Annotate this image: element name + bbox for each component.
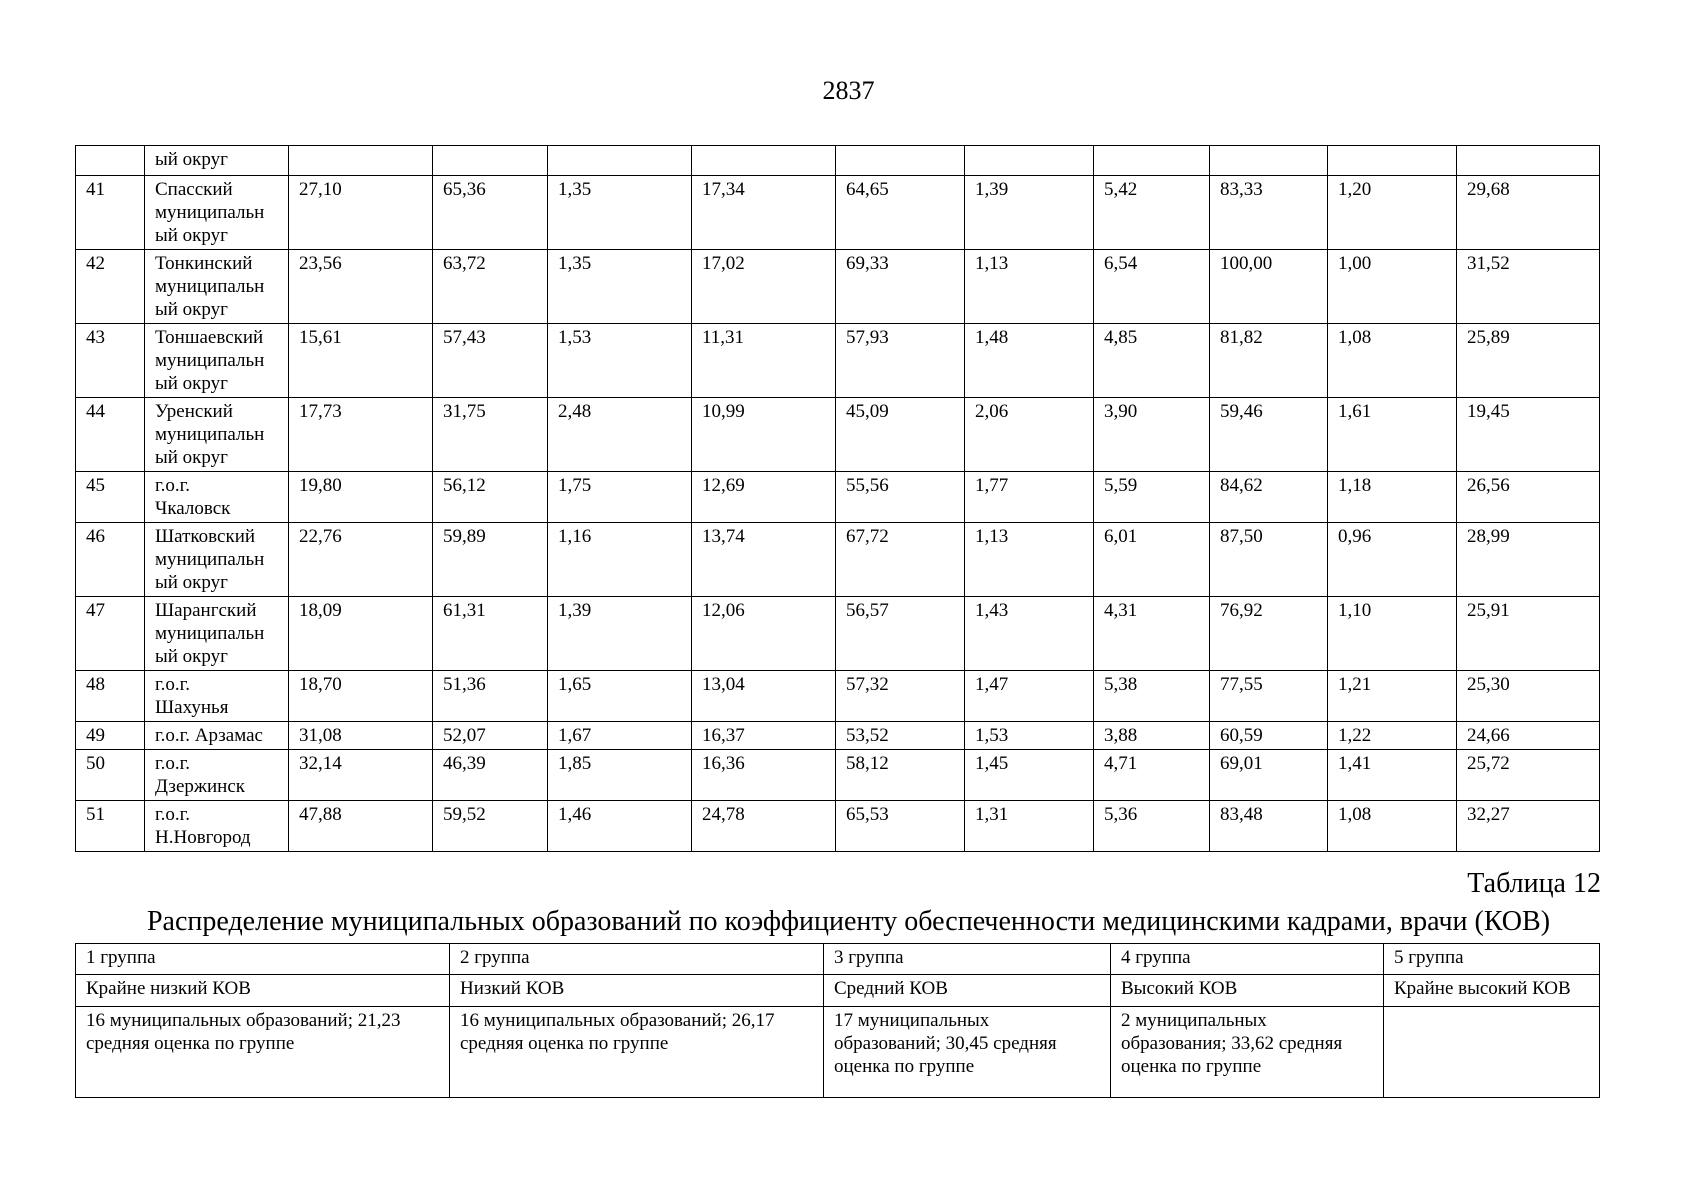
value-cell: 51,36: [433, 671, 548, 722]
value-cell: 57,43: [433, 324, 548, 398]
name-cell: ый округ: [145, 146, 289, 176]
name-line: ый округ: [155, 373, 228, 394]
name-line: муниципальн: [155, 350, 265, 371]
table-row: [76, 324, 1600, 398]
name-line: Тонкинский: [155, 253, 253, 274]
name-line: г.о.г.: [155, 674, 191, 695]
row-number-cell: 46: [76, 523, 145, 597]
group-distribution-table: [75, 943, 1600, 1098]
group-description-cell: [450, 1007, 824, 1098]
value-cell: 59,52: [433, 801, 548, 852]
value-cell: 57,32: [836, 671, 965, 722]
municipal-data-table: [75, 145, 1600, 852]
value-cell: 13,74: [692, 523, 836, 597]
table-row: [76, 523, 1600, 597]
value-cell: 76,92: [1210, 597, 1328, 671]
value-cell: 18,09: [289, 597, 433, 671]
value-cell: 1,53: [548, 324, 692, 398]
value-cell: 47,88: [289, 801, 433, 852]
value-cell: 22,76: [289, 523, 433, 597]
value-cell: 17,34: [692, 176, 836, 250]
name-line: Тоншаевский: [155, 327, 264, 348]
value-cell: 31,08: [289, 722, 433, 750]
row-number-cell: 43: [76, 324, 145, 398]
value-cell: 1,35: [548, 250, 692, 324]
name-line: г.о.г.: [155, 804, 191, 825]
name-line: муниципальн: [155, 424, 265, 445]
value-cell: 1,77: [965, 472, 1094, 523]
value-cell: 1,65: [548, 671, 692, 722]
row-number-cell: 50: [76, 750, 145, 801]
table-row: [76, 801, 1600, 852]
level-row: [76, 975, 1600, 1007]
value-cell: 46,39: [433, 750, 548, 801]
level-cell: Высокий КОВ: [1111, 975, 1384, 1007]
value-cell: 56,12: [433, 472, 548, 523]
name-line: ый округ: [155, 299, 228, 320]
description-line: 16 муниципальных образований; 21,23: [86, 1010, 401, 1031]
row-number-cell: 44: [76, 398, 145, 472]
value-cell: 13,04: [692, 671, 836, 722]
value-cell: [836, 146, 965, 176]
value-cell: [692, 146, 836, 176]
page-number: 2837: [822, 76, 875, 105]
value-cell: 5,36: [1094, 801, 1210, 852]
name-line: Дзержинск: [155, 776, 245, 797]
value-cell: 1,08: [1328, 324, 1457, 398]
table-title: Распределение муниципальных образований по коэффициенту обеспеченности медицинскими кадрами, врачи (КОВ): [146, 906, 1551, 937]
value-cell: 32,14: [289, 750, 433, 801]
value-cell: 5,38: [1094, 671, 1210, 722]
value-cell: 69,33: [836, 250, 965, 324]
value-cell: 1,53: [965, 722, 1094, 750]
value-cell: 24,66: [1457, 722, 1600, 750]
table-row: [76, 597, 1600, 671]
value-cell: 31,75: [433, 398, 548, 472]
value-cell: 81,82: [1210, 324, 1328, 398]
value-cell: 1,08: [1328, 801, 1457, 852]
value-cell: [548, 146, 692, 176]
value-cell: 25,72: [1457, 750, 1600, 801]
municipality-name-cell: [145, 597, 289, 671]
table-row: [76, 250, 1600, 324]
value-cell: 18,70: [289, 671, 433, 722]
value-cell: 59,89: [433, 523, 548, 597]
value-cell: 4,85: [1094, 324, 1210, 398]
table-row: [76, 398, 1600, 472]
value-cell: 1,43: [965, 597, 1094, 671]
value-cell: 1,13: [965, 250, 1094, 324]
value-cell: 6,54: [1094, 250, 1210, 324]
value-cell: 15,61: [289, 324, 433, 398]
value-cell: 83,48: [1210, 801, 1328, 852]
row-number-cell: 49: [76, 722, 145, 750]
value-cell: 32,27: [1457, 801, 1600, 852]
name-line: Шарангский: [155, 600, 257, 621]
description-line: образования; 33,62 средняя: [1121, 1033, 1343, 1054]
group-cell: 2 группа: [450, 944, 824, 975]
value-cell: 24,78: [692, 801, 836, 852]
municipality-name-cell: [145, 801, 289, 852]
description-line: оценка по группе: [834, 1056, 975, 1077]
municipality-name-cell: [145, 176, 289, 250]
table-row: [76, 671, 1600, 722]
table-row: [76, 750, 1600, 801]
value-cell: 1,47: [965, 671, 1094, 722]
value-cell: 28,99: [1457, 523, 1600, 597]
value-cell: 11,31: [692, 324, 836, 398]
description-line: средняя оценка по группе: [460, 1033, 669, 1054]
value-cell: 12,69: [692, 472, 836, 523]
value-cell: 55,56: [836, 472, 965, 523]
value-cell: 10,99: [692, 398, 836, 472]
row-number-cell: 51: [76, 801, 145, 852]
table-row: [76, 472, 1600, 523]
value-cell: 1,21: [1328, 671, 1457, 722]
value-cell: 4,31: [1094, 597, 1210, 671]
table-number-label: Таблица 12: [1467, 868, 1601, 899]
value-cell: 1,45: [965, 750, 1094, 801]
value-cell: 65,53: [836, 801, 965, 852]
value-cell: [433, 146, 548, 176]
value-cell: 1,39: [548, 597, 692, 671]
value-cell: 63,72: [433, 250, 548, 324]
value-cell: 2,06: [965, 398, 1094, 472]
value-cell: 25,89: [1457, 324, 1600, 398]
municipality-name-cell: [145, 472, 289, 523]
group-description-cell: [824, 1007, 1111, 1098]
name-line: г.о.г.: [155, 475, 191, 496]
municipality-name-cell: [145, 398, 289, 472]
value-cell: 5,59: [1094, 472, 1210, 523]
table-row: [76, 176, 1600, 250]
name-line: г.о.г.: [155, 753, 191, 774]
value-cell: 59,46: [1210, 398, 1328, 472]
value-cell: [1210, 146, 1328, 176]
name-line: муниципальн: [155, 276, 265, 297]
value-cell: 1,46: [548, 801, 692, 852]
description-line: 2 муниципальных: [1121, 1010, 1267, 1031]
description-line: 17 муниципальных: [834, 1010, 990, 1031]
group-description-cell: [76, 1007, 450, 1098]
value-cell: 19,45: [1457, 398, 1600, 472]
name-line: Н.Новгород: [155, 827, 251, 848]
level-cell: Средний КОВ: [824, 975, 1111, 1007]
table-row: [76, 722, 1600, 750]
value-cell: 60,59: [1210, 722, 1328, 750]
group-description-cell: [1384, 1007, 1600, 1098]
group-header-row: [76, 944, 1600, 975]
level-cell: Крайне высокий КОВ: [1384, 975, 1600, 1007]
value-cell: 25,30: [1457, 671, 1600, 722]
value-cell: 100,00: [1210, 250, 1328, 324]
value-cell: 1,20: [1328, 176, 1457, 250]
value-cell: 29,68: [1457, 176, 1600, 250]
value-cell: 27,10: [289, 176, 433, 250]
value-cell: 84,62: [1210, 472, 1328, 523]
row-number-cell: 41: [76, 176, 145, 250]
value-cell: 23,56: [289, 250, 433, 324]
municipality-name-cell: [145, 523, 289, 597]
value-cell: 1,22: [1328, 722, 1457, 750]
value-cell: [289, 146, 433, 176]
value-cell: 1,67: [548, 722, 692, 750]
value-cell: 6,01: [1094, 523, 1210, 597]
value-cell: 61,31: [433, 597, 548, 671]
value-cell: 1,16: [548, 523, 692, 597]
group-cell: 4 группа: [1111, 944, 1384, 975]
value-cell: 1,85: [548, 750, 692, 801]
value-cell: 45,09: [836, 398, 965, 472]
description-line: средняя оценка по группе: [86, 1033, 295, 1054]
name-line: Уренский: [155, 401, 233, 422]
description-line: образований; 30,45 средняя: [834, 1033, 1057, 1054]
value-cell: 83,33: [1210, 176, 1328, 250]
name-line: ый округ: [155, 572, 228, 593]
row-number-cell: 45: [76, 472, 145, 523]
group-cell: 1 группа: [76, 944, 450, 975]
name-line: ый округ: [155, 447, 228, 468]
row-number-cell: 42: [76, 250, 145, 324]
value-cell: 4,71: [1094, 750, 1210, 801]
level-cell: Крайне низкий КОВ: [76, 975, 450, 1007]
value-cell: [1457, 146, 1600, 176]
value-cell: 17,73: [289, 398, 433, 472]
value-cell: 31,52: [1457, 250, 1600, 324]
value-cell: 0,96: [1328, 523, 1457, 597]
name-line: ый округ: [155, 646, 228, 667]
value-cell: 26,56: [1457, 472, 1600, 523]
value-cell: 64,65: [836, 176, 965, 250]
value-cell: 57,93: [836, 324, 965, 398]
value-cell: 1,48: [965, 324, 1094, 398]
municipality-name-cell: [145, 750, 289, 801]
value-cell: 16,37: [692, 722, 836, 750]
value-cell: 1,31: [965, 801, 1094, 852]
value-cell: 56,57: [836, 597, 965, 671]
name-line: Шахунья: [155, 697, 229, 718]
row-number-cell: 47: [76, 597, 145, 671]
value-cell: 1,39: [965, 176, 1094, 250]
value-cell: 58,12: [836, 750, 965, 801]
value-cell: 12,06: [692, 597, 836, 671]
name-line: Шатковский: [155, 526, 256, 547]
row-number-cell: 48: [76, 671, 145, 722]
name-line: муниципальн: [155, 623, 265, 644]
description-line: оценка по группе: [1121, 1056, 1262, 1077]
group-description-cell: [1111, 1007, 1384, 1098]
name-line: ый округ: [155, 225, 228, 246]
value-cell: 19,80: [289, 472, 433, 523]
value-cell: 1,75: [548, 472, 692, 523]
value-cell: 1,18: [1328, 472, 1457, 523]
name-line: муниципальн: [155, 549, 265, 570]
value-cell: 25,91: [1457, 597, 1600, 671]
value-cell: 3,88: [1094, 722, 1210, 750]
value-cell: 53,52: [836, 722, 965, 750]
name-line: Спасский: [155, 179, 233, 200]
group-cell: 5 группа: [1384, 944, 1600, 975]
value-cell: 77,55: [1210, 671, 1328, 722]
value-cell: 5,42: [1094, 176, 1210, 250]
municipality-name-cell: [145, 324, 289, 398]
num-cell: [76, 146, 145, 176]
value-cell: 2,48: [548, 398, 692, 472]
value-cell: 65,36: [433, 176, 548, 250]
name-line: муниципальн: [155, 202, 265, 223]
municipality-name-cell: [145, 671, 289, 722]
value-cell: 1,00: [1328, 250, 1457, 324]
name-line: Чкаловск: [155, 498, 231, 519]
value-cell: 52,07: [433, 722, 548, 750]
description-row: [76, 1007, 1600, 1098]
value-cell: 69,01: [1210, 750, 1328, 801]
value-cell: 17,02: [692, 250, 836, 324]
level-cell: Низкий КОВ: [450, 975, 824, 1007]
value-cell: 1,13: [965, 523, 1094, 597]
value-cell: 1,61: [1328, 398, 1457, 472]
municipality-name-cell: [145, 722, 289, 750]
value-cell: [1328, 146, 1457, 176]
value-cell: 1,10: [1328, 597, 1457, 671]
value-cell: 67,72: [836, 523, 965, 597]
value-cell: [965, 146, 1094, 176]
value-cell: 87,50: [1210, 523, 1328, 597]
value-cell: 3,90: [1094, 398, 1210, 472]
description-line: 16 муниципальных образований; 26,17: [460, 1010, 775, 1031]
municipality-name-cell: [145, 250, 289, 324]
value-cell: [1094, 146, 1210, 176]
continuation-row: [76, 146, 1600, 176]
value-cell: 16,36: [692, 750, 836, 801]
group-cell: 3 группа: [824, 944, 1111, 975]
name-line: г.о.г. Арзамас: [155, 725, 263, 746]
value-cell: 1,35: [548, 176, 692, 250]
value-cell: 1,41: [1328, 750, 1457, 801]
